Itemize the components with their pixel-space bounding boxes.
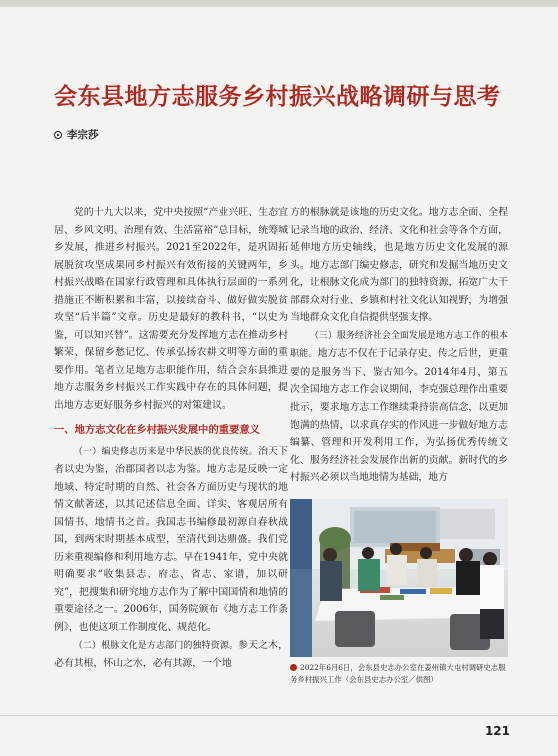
section-heading-1: 一、地方志文化在乡村振兴发展中的重要意义	[54, 423, 260, 436]
meeting-photo	[290, 499, 508, 657]
author-name: 李宗莎	[67, 129, 99, 141]
paragraph-root-culture-text: 参天之木，必有其根，怀山之水，必有其源，一个地	[54, 639, 288, 670]
article-title: 会东县地方志服务乡村振兴战略调研与思考	[54, 84, 501, 110]
caption-bullet-icon	[290, 664, 297, 671]
article-column-left	[54, 204, 288, 673]
footer-rule	[0, 715, 558, 716]
article-column-right	[290, 204, 508, 487]
paragraph-tradition-text: 治天下者以史为鉴，治郡国者以志为鉴。地方志是反映一定地域、特定时期的自然、社会各方面历史与现状的地情文献著述，以其记述信息全面、详实、客观居所有国情书、地情书之首。我国志书编修最初源自春秋战国，到两宋时期基本成型，至清代到达鼎盛。我们党历来重视编修和利用地方志。早在1941年，党中央就明确要求“收集县志、府志、省志、家谱，加以研究”，把搜集和研究地方志作为了解中国国情和地情的重要途径之一。2006年，国务院颁布《地方志工作条例》，也使这项工作制度化、规范化。	[54, 445, 288, 634]
paragraph-tradition	[54, 443, 288, 637]
paragraph-root-culture	[54, 637, 288, 673]
photo-caption-text: 2022年6月6日，会东县史志办公室在姜州镇大屯村调研史志服务乡村振兴工作（会东县史志办公室／供图）	[290, 663, 506, 684]
intro-paragraph: 党的十九大以来，党中央按照“产业兴旺、生态宜居、乡风文明、治理有效、生活富裕”总目标，统筹城乡发展，推进乡村振兴。2021至2022年，是巩固拓展脱贫攻坚成果同乡村振兴有效衔接的关键两年，乡村振兴战略在国家行政管理和具体执行层面的一系列措施正不断积累和丰富，以接续奋斗、做好做实脱贫攻坚“后半篇”文章。历史是最好的教科书，“以史为鉴，可以知兴替”。这需要充分发挥地方志在推动乡村繁荣、保留乡愁记忆、传承弘扬农耕文明等方面的重要作用。笔者立足地方志职能作用，结合会东县推进地方志服务乡村振兴工作实践中存在的具体问题，提出地方志更好服务乡村振兴的对策建议。	[54, 207, 288, 412]
subheading-service: （三）服务经济社会全面发展是地方志工作的根本职能。	[290, 330, 508, 360]
subheading-root-culture: （二）根脉文化是方志部门的独特资源。	[73, 640, 239, 651]
paragraph-root-continued: 方的根脉就是该地的历史文化。地方志全面、全程记录当地的政治、经济、文化和社会等各个方面，延伸地方历史轴线，也是地方历史文化发展的源头。地方志部门编史修志，研究和发掘当地历史文化，让根脉文化成为部门的独特资源，拓宽广大干部群众对行业、乡镇和村社文化认知视野，为增强当地群众文化自信提供坚强支撑。	[290, 207, 508, 324]
subheading-tradition: （一）编史修志历来是中华民族的优良传统。	[73, 446, 258, 457]
top-rule	[0, 0, 558, 7]
photo-caption	[290, 662, 510, 685]
paragraph-service	[290, 327, 508, 487]
meeting-photo-illustration	[290, 499, 508, 657]
page-number: 121	[484, 724, 510, 738]
author-line	[54, 127, 99, 142]
author-bullet-icon	[54, 131, 62, 139]
paragraph-service-text: 地方志不仅在于记录存史、传之后世，更重要的是服务当下、鉴古知今。2014年4月，第五次全国地方志工作会议期间，李克强总理作出重要批示，要求地方志工作继续秉持崇高信念，以更加饱满的热情，以求真存实的作风进一步做好地方志编纂、管理和开发利用工作，为弘扬优秀传统文化、服务经济社会发展作出新的贡献。新时代的乡村振兴必须以当地地情为基础，地方	[290, 348, 508, 484]
